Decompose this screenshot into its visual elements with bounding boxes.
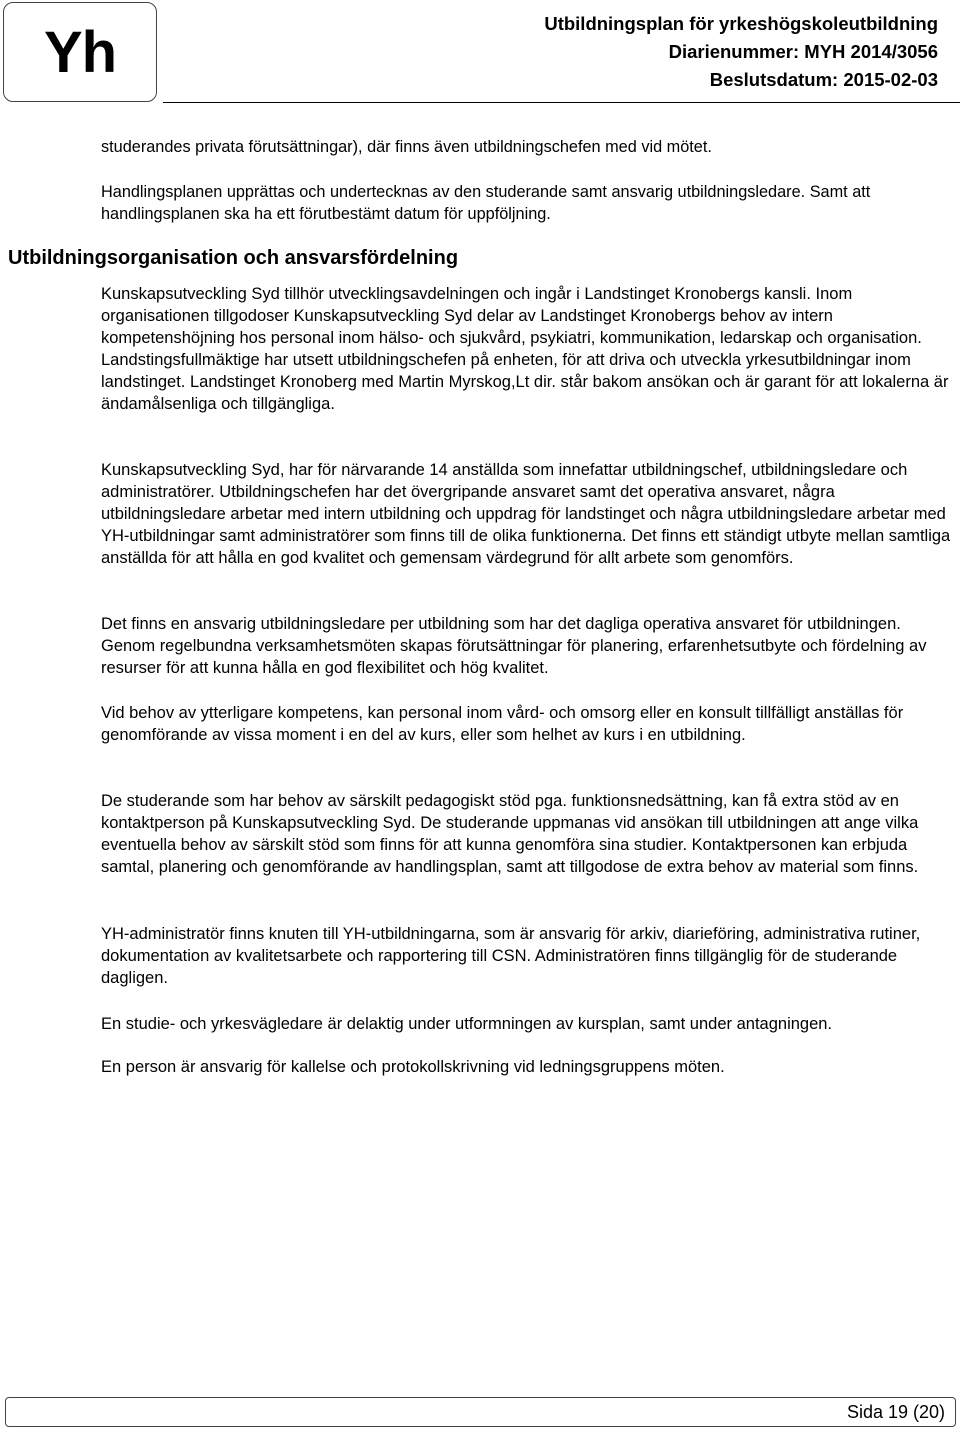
body-paragraph-1: Kunskapsutveckling Syd tillhör utvecklingsavdelningen och ingår i Landstinget Kronobergs kansli. Inom organisationen tillgodoser Kunskapsutveckling Syd delar av Landstinget Kronobergs behov av intern kompetenshöjning hos personal inom hälso- och sjukvård, psykiatri, kommunikation, ledarskap och organisation. Landstingsfullmäktige har utsett utbildningschefen på enheten, för att driva och utveckla yrkesutbildningar inom landstinget. Landstinget Kronoberg med Martin Myrskog,Lt dir. står bakom ansökan och är garant för att lokalerna är ändamålsenliga och tillgängliga. xyxy=(101,285,949,413)
body-paragraph-6: YH-administratör finns knuten till YH-utbildningarna, som är ansvarig för arkiv, diarieföring, administrativa rutiner, dokumentation av kvalitetsarbete och rapportering till CSN. Administratören finns tillgänglig för de studerande dagligen. xyxy=(101,925,921,987)
page-footer xyxy=(5,1397,956,1427)
body-paragraph-2: Kunskapsutveckling Syd, har för närvarande 14 anställda som innefattar utbildningschef, utbildningsledare och administratörer. Utbildningschefen har det övergripande ansvaret samt det operativa ansvaret, några utbildningsledare arbetar med intern utbildning och uppdrag för landstinget och några utbildningsledare arbetar med YH-utbildningar samt administratörer som finns till de olika funktionerna. Det finns ett ständigt utbyte mellan samtliga anställda för att hålla en god kvalitet och gemensam värdegrund för allt arbete som genomförs. xyxy=(101,461,951,567)
decision-date: Beslutsdatum: 2015-02-03 xyxy=(709,69,938,90)
intro-paragraph-1: studerandes privata förutsättningar), där finns även utbildningschefen med vid mötet. xyxy=(101,138,712,156)
body-paragraph-3: Det finns en ansvarig utbildningsledare per utbildning som har det dagliga operativa ansvaret för utbildningen. Genom regelbundna verksamhetsmöten skapas förutsättningar för planering, erfarenhetsutbyte och fördelning av resurser för att kunna hålla en god flexibilitet och hög kvalitet. xyxy=(101,615,927,677)
registration-number: Diarienummer: MYH 2014/3056 xyxy=(668,41,938,62)
section-heading: Utbildningsorganisation och ansvarsfördelning xyxy=(8,247,459,269)
intro-paragraph-2: Handlingsplanen upprättas och undertecknas av den studerande samt ansvarig utbildningsledare. Samt att handlingsplanen ska ha ett förutbestämt datum för uppföljning. xyxy=(101,183,871,223)
body-paragraph-4: Vid behov av ytterligare kompetens, kan personal inom vård- och omsorg eller en konsult tillfälligt anställas för genomförande av vissa moment i en del av kurs, eller som helhet av kurs i en utbildning. xyxy=(101,704,904,744)
yh-logo: Yh xyxy=(3,2,157,102)
document-header xyxy=(544,10,938,94)
header-divider xyxy=(163,102,960,103)
page-number: Sida 19 (20) xyxy=(846,1402,945,1422)
document-title: Utbildningsplan för yrkeshögskoleutbildning xyxy=(544,13,938,34)
body-paragraph-8: En person är ansvarig för kallelse och protokollskrivning vid ledningsgruppens möten. xyxy=(101,1058,725,1076)
body-paragraph-5: De studerande som har behov av särskilt pedagogiskt stöd pga. funktionsnedsättning, kan få extra stöd av en kontaktperson på Kunskapsutveckling Syd. De studerande uppmanas vid ansökan till utbildningen att ange vilka eventuella behov av särskilt stöd som finns för att kunna genomföra sina studier. Kontaktpersonen kan erbjuda samtal, planering och genomförande av handlingsplan, samt att tillgodose de extra behov av material som finns. xyxy=(101,792,919,876)
body-paragraph-7: En studie- och yrkesvägledare är delaktig under utformningen av kursplan, samt under antagningen. xyxy=(101,1015,833,1033)
